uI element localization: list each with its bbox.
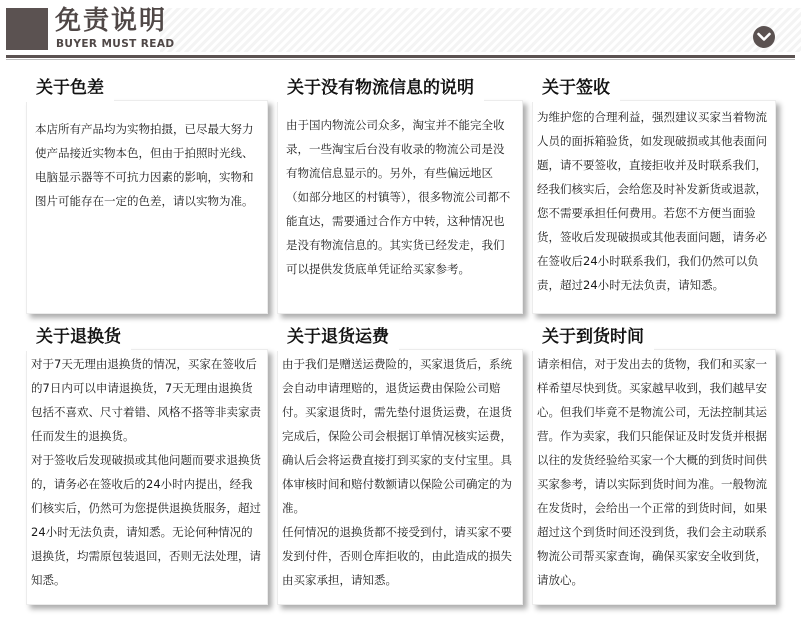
page-subtitle: BUYER MUST READ <box>56 38 175 50</box>
card-paragraph: 任何情况的退换货都不接受到付，请买家不要发到付件，否则仓库拒收的，由此造成的损失由买家承担，请知悉。 <box>282 525 512 587</box>
card-title: 关于签收 <box>532 74 620 102</box>
header-stripe-band <box>160 8 801 52</box>
card-title: 关于色差 <box>26 74 114 102</box>
card-body <box>27 350 267 592</box>
page-title: 免责说明 <box>55 6 168 36</box>
card-title: 关于退换货 <box>26 323 131 351</box>
card-body <box>278 350 522 592</box>
card-paragraph: 请亲相信，对于发出去的货物，我们和买家一样希望尽快到货。买家越早收到，我们越早安心。但我们毕竟不是物流公司，无法控制其运营。作为卖家，我们只能保证及时发货并根据以往的发货经验给买家一个大概的到货时间供买家参考，请以实际到货时间为准。一般物流在发货时，会给出一个正常的到货时间，如果超过这个到货时间还没到货，我们会主动联系物流公司帮买家查询，确保买家安全收到货，请放心。 <box>537 357 767 587</box>
card-arrival-time <box>532 323 776 605</box>
card-title: 关于退货运费 <box>277 323 399 351</box>
card-title: 关于没有物流信息的说明 <box>277 74 484 102</box>
chevron-down-icon[interactable] <box>753 26 775 48</box>
card-color-difference <box>26 74 268 314</box>
card-paragraph: 本店所有产品均为实物拍摄，已尽最大努力使产品接近实物本色，但由于拍照时光线、电脑显示器等不可抗力因素的影响，实物和图片可能存在一定的色差，请以实物为准。 <box>35 122 254 208</box>
card-return-exchange <box>26 323 268 605</box>
card-body <box>278 101 522 281</box>
card-return-shipping <box>277 323 523 605</box>
card-title: 关于到货时间 <box>532 323 654 351</box>
page-header <box>0 0 801 62</box>
card-paragraph: 为维护您的合理利益，强烈建议买家当着物流人员的面拆箱验货，如发现破损或其他表面问题，请不要签收，直接拒收并及时联系我们，经我们核实后，会给您及时补发新货或退款，您不需要承担任何费用。若您不方便当面验货，签收后发现破损或其他表面问题，请务必在签收后24小时联系我们，我们仍然可以负责，超过24小时无法负责，请知悉。 <box>537 110 767 292</box>
card-body <box>27 101 267 213</box>
card-paragraph: 由于我们是赠送运费险的，买家退货后，系统会自动申请理赔的，退货运费由保险公司赔付。买家退货时，需先垫付退货运费，在退货完成后，保险公司会根据订单情况核实运费，确认后会将运费直接打到买家的支付宝里。具体审核时间和赔付数额请以保险公司确定的为准。 <box>282 357 512 515</box>
card-body <box>533 350 775 592</box>
card-body <box>533 101 775 297</box>
card-no-logistics-info <box>277 74 523 314</box>
header-logo-square <box>6 8 48 50</box>
card-paragraph: 对于7天无理由退换货的情况，买家在签收后的7日内可以申请退换货，7天无理由退换货包括不喜欢、尺寸着错、风格不搭等非卖家责任而发生的退换货。 <box>31 357 261 443</box>
header-divider <box>6 55 795 58</box>
card-signing <box>532 74 776 314</box>
card-paragraph: 由于国内物流公司众多，淘宝并不能完全收录，一些淘宝后台没有收录的物流公司是没有物流信息显示的。另外，有些偏远地区（如部分地区的村镇等），很多物流公司都不能直达，需要通过合作方中转，这种情况也是没有物流信息的。其实货已经发走，我们可以提供发货底单凭证给买家参考。 <box>286 118 511 276</box>
card-paragraph: 对于签收后发现破损或其他问题而要求退换货的，请务必在签收后的24小时内提出，经我们核实后，仍然可为您提供退换货服务，超过24小时无法负责，请知悉。无论何种情况的退换货，均需原包装退回，否则无法处理，请知悉。 <box>31 453 261 587</box>
header-divider-thin <box>6 59 795 60</box>
